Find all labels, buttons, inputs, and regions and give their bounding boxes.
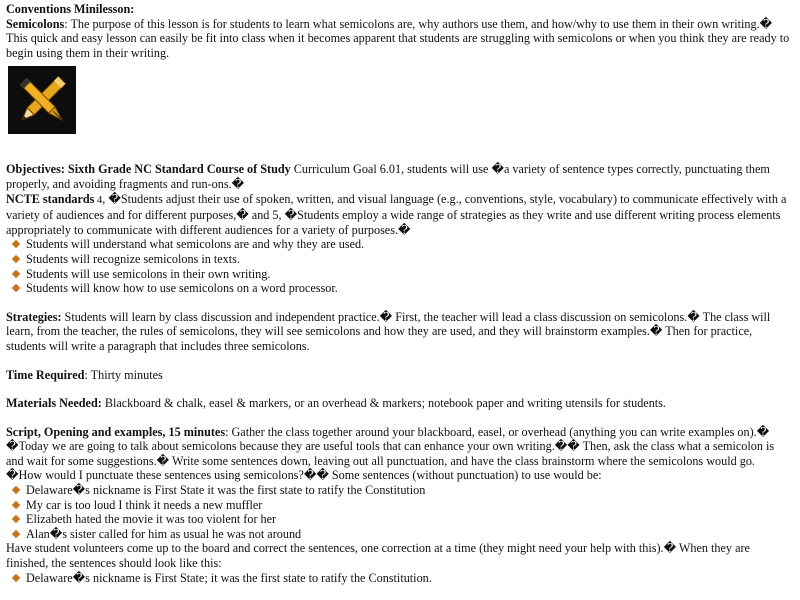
- list-item: Delaware�s nickname is First State; it was the first state to ratify the Constitution.: [12, 571, 794, 586]
- objectives-text: Curriculum Goal 6.01, students will use �a variety of sentence types correctly, punctuating them properly, and avoiding fragments and run-ons.�: [6, 162, 770, 191]
- strategies-text: Students will learn by class discussion and independent practice.� First, the teacher will lead a class discussion on semicolons.� The class will learn, from the teacher, the rules of semicolons, they will see semicolons and how they are used, and they will brainstorm examples.� Then for practice, students will write a paragraph that includes three semicolons.: [6, 309, 771, 353]
- corrected-list: [6, 571, 794, 586]
- semicolons-label: Semicolons: [6, 16, 65, 31]
- objectives-list: [6, 237, 794, 295]
- materials-text: Blackboard & chalk, easel & markers, or an overhead & markers; notebook paper and writing utensils for students.: [101, 396, 666, 411]
- list-item: Students will use semicolons in their own writing.: [12, 267, 794, 282]
- strategies-paragraph: [6, 310, 794, 354]
- crossed-pencil-and-pen-icon: [8, 66, 76, 134]
- script-label: Script, Opening and examples, 15 minutes: [6, 424, 226, 439]
- list-item: Alan�s sister called for him as usual he was not around: [12, 527, 794, 542]
- list-item: Students will understand what semicolons are and why they are used.: [12, 237, 794, 252]
- strategies-label: Strategies:: [6, 309, 62, 324]
- time-paragraph: [6, 368, 794, 383]
- list-item: Students will know how to use semicolons on a word processor.: [12, 281, 794, 296]
- intro-text: : The purpose of this lesson is for students to learn what semicolons are, why authors use them, and how/why to use them in their own writing.� This quick and easy lesson can easily be fit into class when it becomes apparent that students are struggling with semicolons or when you think they are ready to begin using them in their writing.: [6, 16, 790, 60]
- ncte-text: , �Students adjust their use of spoken, written, and visual language (e.g., conventions, style, vocabulary) to communicate effectively with a variety of audiences and for different purposes,� and 5, �Students employ a wide range of strategies as they write and use different writing process elements appropriately to communicate with different audiences for a variety of purposes.�: [6, 191, 787, 237]
- time-text: : Thirty minutes: [84, 367, 163, 382]
- materials-paragraph: [6, 396, 794, 411]
- list-item: Elizabeth hated the movie it was too violent for her: [12, 512, 794, 527]
- lesson-title: Conventions Minilesson:: [6, 2, 135, 16]
- logo-area: [6, 60, 794, 162]
- intro-paragraph: [6, 17, 794, 61]
- examples-list: [6, 483, 794, 541]
- spacer: [6, 354, 794, 368]
- objectives-label: Objectives: Sixth Grade NC Standard Course of Study: [6, 162, 291, 177]
- ncte-label: NCTE standards: [6, 191, 95, 206]
- ncte-paragraph: [6, 192, 794, 238]
- list-item: Students will recognize semicolons in texts.: [12, 252, 794, 267]
- spacer: [6, 296, 794, 310]
- spacer: [6, 411, 794, 425]
- materials-label: Materials Needed:: [6, 396, 102, 411]
- objectives-paragraph: [6, 162, 794, 191]
- script-text: : Gather the class together around your blackboard, easel, or overhead (anything you can write examples on).� �Today we are going to talk about semicolons because they are useful tools that can enhance your own writing.�� Then, ask the class what a semicolon is and wait for some suggestions.� Write some sentences down, leaving out all punctuation, and have the class brainstorm where the semicolons would go. �How would I punctuate these sentences using semicolons?�� Some sentences (without punctuation) to use would be:: [6, 424, 775, 483]
- ncte-number: 4: [94, 194, 103, 206]
- after-paragraph: Have student volunteers come up to the board and correct the sentences, one correction at a time (they might need your help with this).� When they are finished, the sentences should look like this:: [6, 541, 750, 571]
- list-item: My car is too loud I think it needs a new muffler: [12, 498, 794, 513]
- spacer: [6, 382, 794, 396]
- list-item: Delaware�s nickname is First State it was the first state to ratify the Constitution: [12, 483, 794, 498]
- script-paragraph: [6, 425, 794, 483]
- time-label: Time Required: [6, 367, 85, 382]
